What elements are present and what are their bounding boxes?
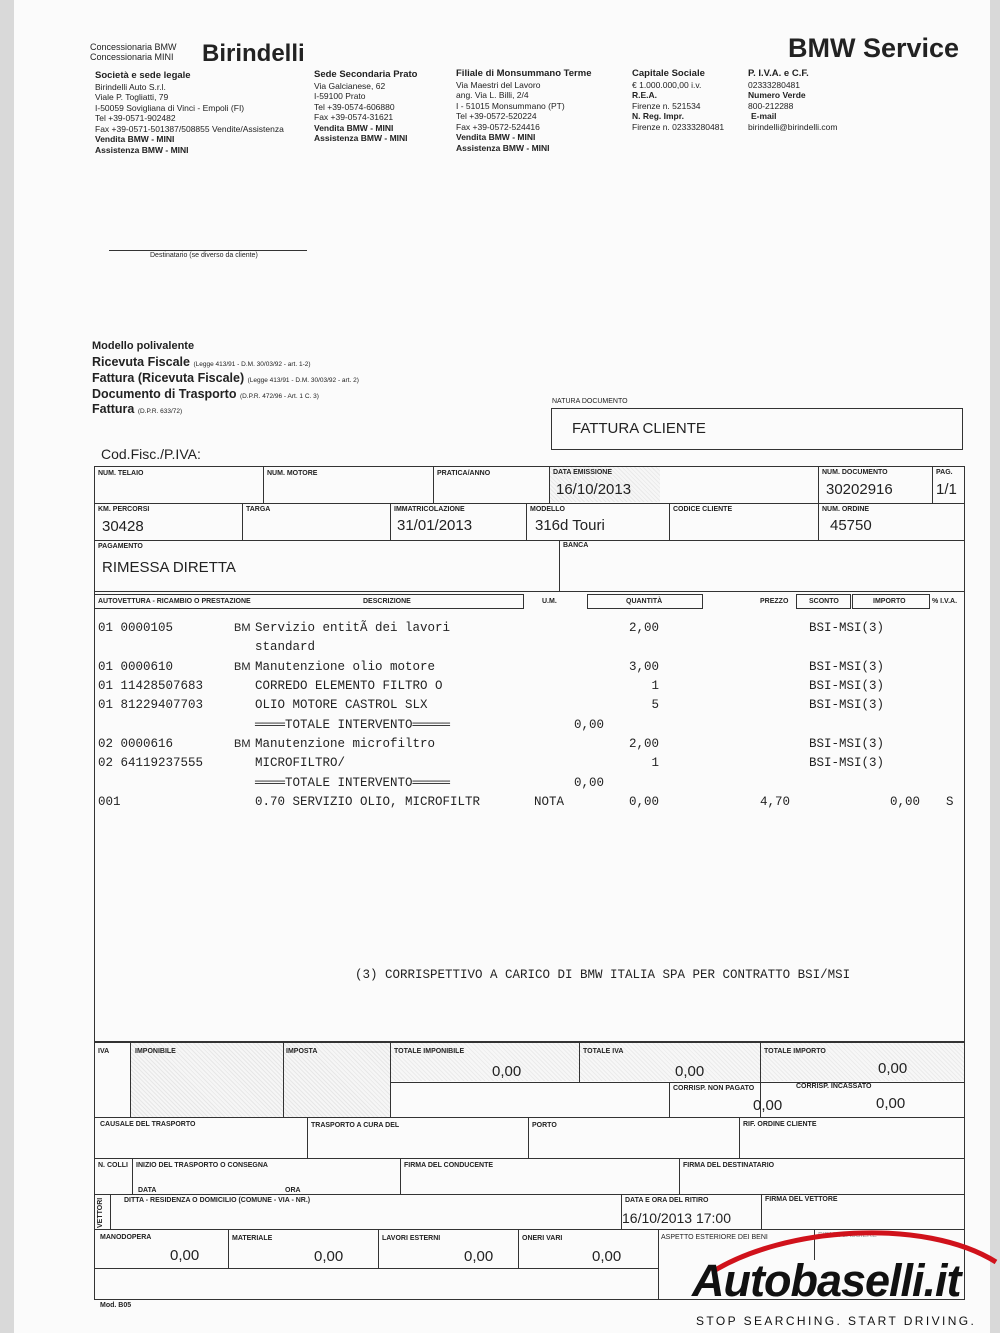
num-documento: 30202916 [826, 481, 893, 498]
data-emissione-label: DATA EMISSIONE [553, 469, 612, 476]
line-iva: BSI-MSI(3) [809, 660, 885, 674]
pagamento-label: PAGAMENTO [98, 543, 143, 550]
lavori-esterni-label: LAVORI ESTERNI [382, 1235, 441, 1242]
line-qty: 5 [651, 698, 659, 712]
col-header-importo [852, 594, 930, 609]
pag-value: 1/1 [936, 481, 957, 498]
pagamento-value: RIMESSA DIRETTA [102, 559, 236, 576]
line-code: 01 0000610 [98, 660, 174, 674]
footnote: (3) CORRISPETTIVO A CARICO DI BMW ITALIA SPA PER CONTRATTO BSI/MSI [355, 968, 851, 982]
natura-label: NATURA DOCUMENTO [552, 398, 628, 405]
manodopera: 0,00 [170, 1247, 200, 1264]
line-desc: Manutenzione olio motore [255, 660, 436, 674]
line-qty: 1 [651, 679, 659, 693]
immatricolazione-label: IMMATRICOLAZIONE [394, 506, 465, 513]
line-qty: 2,00 [628, 621, 659, 635]
col-autovettura: AUTOVETTURA - RICAMBIO O PRESTAZIONE [98, 598, 251, 605]
sede-prato-block: Sede Secondaria Prato Via Galcianese, 62 I-59100 Prato Tel +39-0574-606880 Fax +39-0574-31621 Vendita BMW - MINI Assistenza BMW - MINI [314, 69, 418, 143]
codice-cliente-label: CODICE CLIENTE [673, 506, 733, 513]
col-importo: IMPORTO [873, 598, 906, 605]
line-code: 02 64119237555 [98, 756, 204, 770]
firma-conducente-label: FIRMA DEL CONDUCENTE [404, 1162, 494, 1169]
firma-cassiere-label: FIRMA CASSIERE [818, 1232, 877, 1239]
line-iva: BSI-MSI(3) [809, 621, 885, 635]
tot-importo-label: TOTALE IMPORTO [764, 1048, 826, 1055]
modello-value: 316d Touri [535, 517, 605, 534]
ritiro-label: DATA E ORA DEL RITIRO [625, 1197, 709, 1204]
incassato: 0,00 [876, 1095, 906, 1112]
col-descrizione: DESCRIZIONE [363, 598, 411, 605]
aspetto-beni-label: ASPETTO ESTERIORE DEI BENI [661, 1234, 768, 1241]
transport-box [94, 1118, 965, 1230]
banca-label: BANCA [563, 542, 589, 549]
col-quantita: QUANTITÀ [626, 598, 663, 605]
line-desc: CORREDO ELEMENTO FILTRO O [255, 679, 443, 693]
line-iva: BSI-MSI(3) [809, 756, 885, 770]
codfisc-label: Cod.Fisc./P.IVA: [101, 446, 201, 462]
natura-value: FATTURA CLIENTE [572, 420, 706, 437]
motore-label: NUM. MOTORE [267, 470, 318, 477]
col-prezzo: PREZZO [760, 598, 789, 605]
col-header-qty [587, 594, 703, 609]
line-um: 0,00 [574, 776, 605, 790]
line-price: 4,70 [759, 795, 790, 809]
line-desc: Servizio entitÃ dei lavori [255, 621, 451, 635]
col-sconto: SCONTO [809, 598, 839, 605]
destinatario-line [109, 250, 307, 251]
pratica-label: PRATICA/ANNO [437, 470, 491, 477]
lavori-esterni: 0,00 [464, 1248, 494, 1265]
company-name: Birindelli [202, 40, 305, 67]
incassato-label: CORRISP. INCASSATO [796, 1083, 872, 1090]
modello-label: MODELLO [530, 506, 565, 513]
line-code: 02 0000616 [98, 737, 174, 751]
targa-label: TARGA [246, 506, 271, 513]
line-qty: 0,00 [628, 795, 659, 809]
iva-label: IVA [98, 1048, 110, 1055]
doc-ricevuta: Ricevuta Fiscale (Legge 413/91 - D.M. 30/03/92 - art. 1-2) [92, 355, 311, 369]
line-iva: BSI-MSI(3) [809, 737, 885, 751]
materiale: 0,00 [314, 1248, 344, 1265]
line-desc: ════TOTALE INTERVENTO═════ [255, 776, 451, 790]
num-ordine-label: NUM. ORDINE [822, 506, 870, 513]
tot-iva-label: TOTALE IVA [583, 1048, 624, 1055]
brand-title: BMW Service [788, 33, 960, 63]
col-header-left [94, 594, 524, 609]
line-amount: 0,00 [889, 795, 920, 809]
line-iva: S [946, 795, 954, 809]
porto-label: PORTO [532, 1122, 557, 1129]
imponibile-label: IMPONIBILE [135, 1048, 176, 1055]
oneri-vari-label: ONERI VARI [522, 1235, 563, 1242]
line-code: 01 11428507683 [98, 679, 204, 693]
data-label: DATA [138, 1187, 157, 1194]
line-desc: 0.70 SERVIZIO OLIO, MICROFILTR [255, 795, 481, 809]
colli-label: N. COLLI [98, 1162, 128, 1169]
natura-box [551, 408, 963, 450]
invoice-page [14, 0, 990, 1333]
line-desc: Manutenzione microfiltro [255, 737, 436, 751]
watermark-logo: Autobaselli.it [692, 1255, 961, 1306]
num-ordine: 45750 [830, 517, 872, 534]
vettori-label: VETTORI [97, 1197, 104, 1228]
line-um: NOTA [534, 795, 565, 809]
line-code: 001 [98, 795, 121, 809]
line-iva: BSI-MSI(3) [809, 698, 885, 712]
dealer-line-mini: Concessionaria MINI [90, 52, 174, 62]
line-desc: MICROFILTRO/ [255, 756, 346, 770]
line-um: 0,00 [574, 718, 605, 732]
ora-label: ORA [285, 1187, 301, 1194]
col-um: U.M. [542, 598, 557, 605]
manodopera-label: MANODOPERA [100, 1234, 152, 1241]
tot-imponibile: 0,00 [492, 1063, 522, 1080]
doc-fattura: Fattura (D.P.R. 633/72) [92, 402, 183, 416]
tot-importo: 0,00 [878, 1060, 908, 1077]
line-code: 01 81229407703 [98, 698, 204, 712]
materiale-label: MATERIALE [232, 1235, 273, 1242]
causale-label: CAUSALE DEL TRASPORTO [100, 1121, 196, 1128]
line-qty: 1 [651, 756, 659, 770]
immatricolazione: 31/01/2013 [397, 517, 473, 534]
trasporto-cura-label: TRASPORTO A CURA DEL [311, 1122, 400, 1129]
imposta-label: IMPOSTA [286, 1048, 318, 1055]
doc-fattura-rf: Fattura (Ricevuta Fiscale) (Legge 413/91 - D.M. 30/03/92 - art. 2) [92, 371, 359, 385]
doc-modello: Modello polivalente [92, 340, 195, 352]
destinatario-label: Destinatario (se diverso da cliente) [150, 252, 258, 259]
line-code: 01 0000105 [98, 621, 174, 635]
telaio-label: NUM. TELAIO [98, 470, 144, 477]
inizio-trasporto-label: INIZIO DEL TRASPORTO O CONSEGNA [136, 1162, 268, 1169]
non-pagato: 0,00 [753, 1097, 783, 1114]
km-label: KM. PERCORSI [98, 506, 150, 513]
col-iva: % I.V.A. [932, 598, 958, 605]
tot-iva: 0,00 [675, 1063, 705, 1080]
line-bm: BM [234, 622, 251, 634]
piva-block: P. I.V.A. e C.F. 02333280481 Numero Verde 800-212288 E-mail birindelli@birindelli.com [748, 68, 838, 132]
line-desc: standard [255, 640, 316, 654]
dealer-line-bmw: Concessionaria BMW [90, 42, 177, 52]
filiale-block: Filiale di Monsummano Terme Via Maestri del Lavoro ang. Via L. Billi, 2/4 I - 51015 Monsummano (PT) Tel +39-0572-520224 Fax +39-0572-524416 Vendita BMW - MINI Assistenza BMW - MINI [456, 68, 592, 153]
pag-label: PAG. [936, 469, 953, 476]
line-desc: OLIO MOTORE CASTROL SLX [255, 698, 428, 712]
ditta-label: DITTA - RESIDENZA O DOMICILIO (COMUNE - VIA - NR.) [124, 1197, 311, 1204]
watermark-slogan: STOP SEARCHING. START DRIVING. [696, 1314, 977, 1328]
line-bm: BM [234, 738, 251, 750]
oneri-vari: 0,00 [592, 1248, 622, 1265]
tot-imponibile-label: TOTALE IMPONIBILE [394, 1048, 465, 1055]
non-pagato-label: CORRISP. NON PAGATO [673, 1085, 755, 1092]
firma-destinatario-label: FIRMA DEL DESTINATARIO [683, 1162, 775, 1169]
line-desc: ════TOTALE INTERVENTO═════ [255, 718, 451, 732]
sede-legale-block: Società e sede legale Birindelli Auto S.r.l. Viale P. Togliatti, 79 I-50059 Sovigliana di Vinci - Empoli (FI) Tel +39-0571-902482 Fax +39-0571-501387/508855 Vendite/Assistenza Vendita BMW - MINI Assistenza BMW - MINI [95, 70, 284, 155]
model-code: Mod. B05 [100, 1302, 132, 1309]
doc-ddt: Documento di Trasporto (D.P.R. 472/96 - Art. 1 C. 3) [92, 387, 319, 401]
line-qty: 2,00 [628, 737, 659, 751]
data-emissione: 16/10/2013 [556, 481, 632, 498]
line-qty: 3,00 [628, 660, 659, 674]
ritiro-value: 16/10/2013 17:00 [622, 1210, 731, 1226]
km-value: 30428 [102, 518, 144, 535]
col-header-sconto [796, 594, 851, 609]
line-iva: BSI-MSI(3) [809, 679, 885, 693]
line-bm: BM [234, 661, 251, 673]
rif-ordine-label: RIF. ORDINE CLIENTE [743, 1121, 817, 1128]
num-documento-label: NUM. DOCUMENTO [822, 469, 888, 476]
capitale-block: Capitale Sociale € 1.000.000,00 i.v. R.E.A. Firenze n. 521534 N. Reg. Impr. Firenze n. 02333280481 [632, 68, 725, 132]
firma-vettore-label: FIRMA DEL VETTORE [765, 1196, 838, 1203]
